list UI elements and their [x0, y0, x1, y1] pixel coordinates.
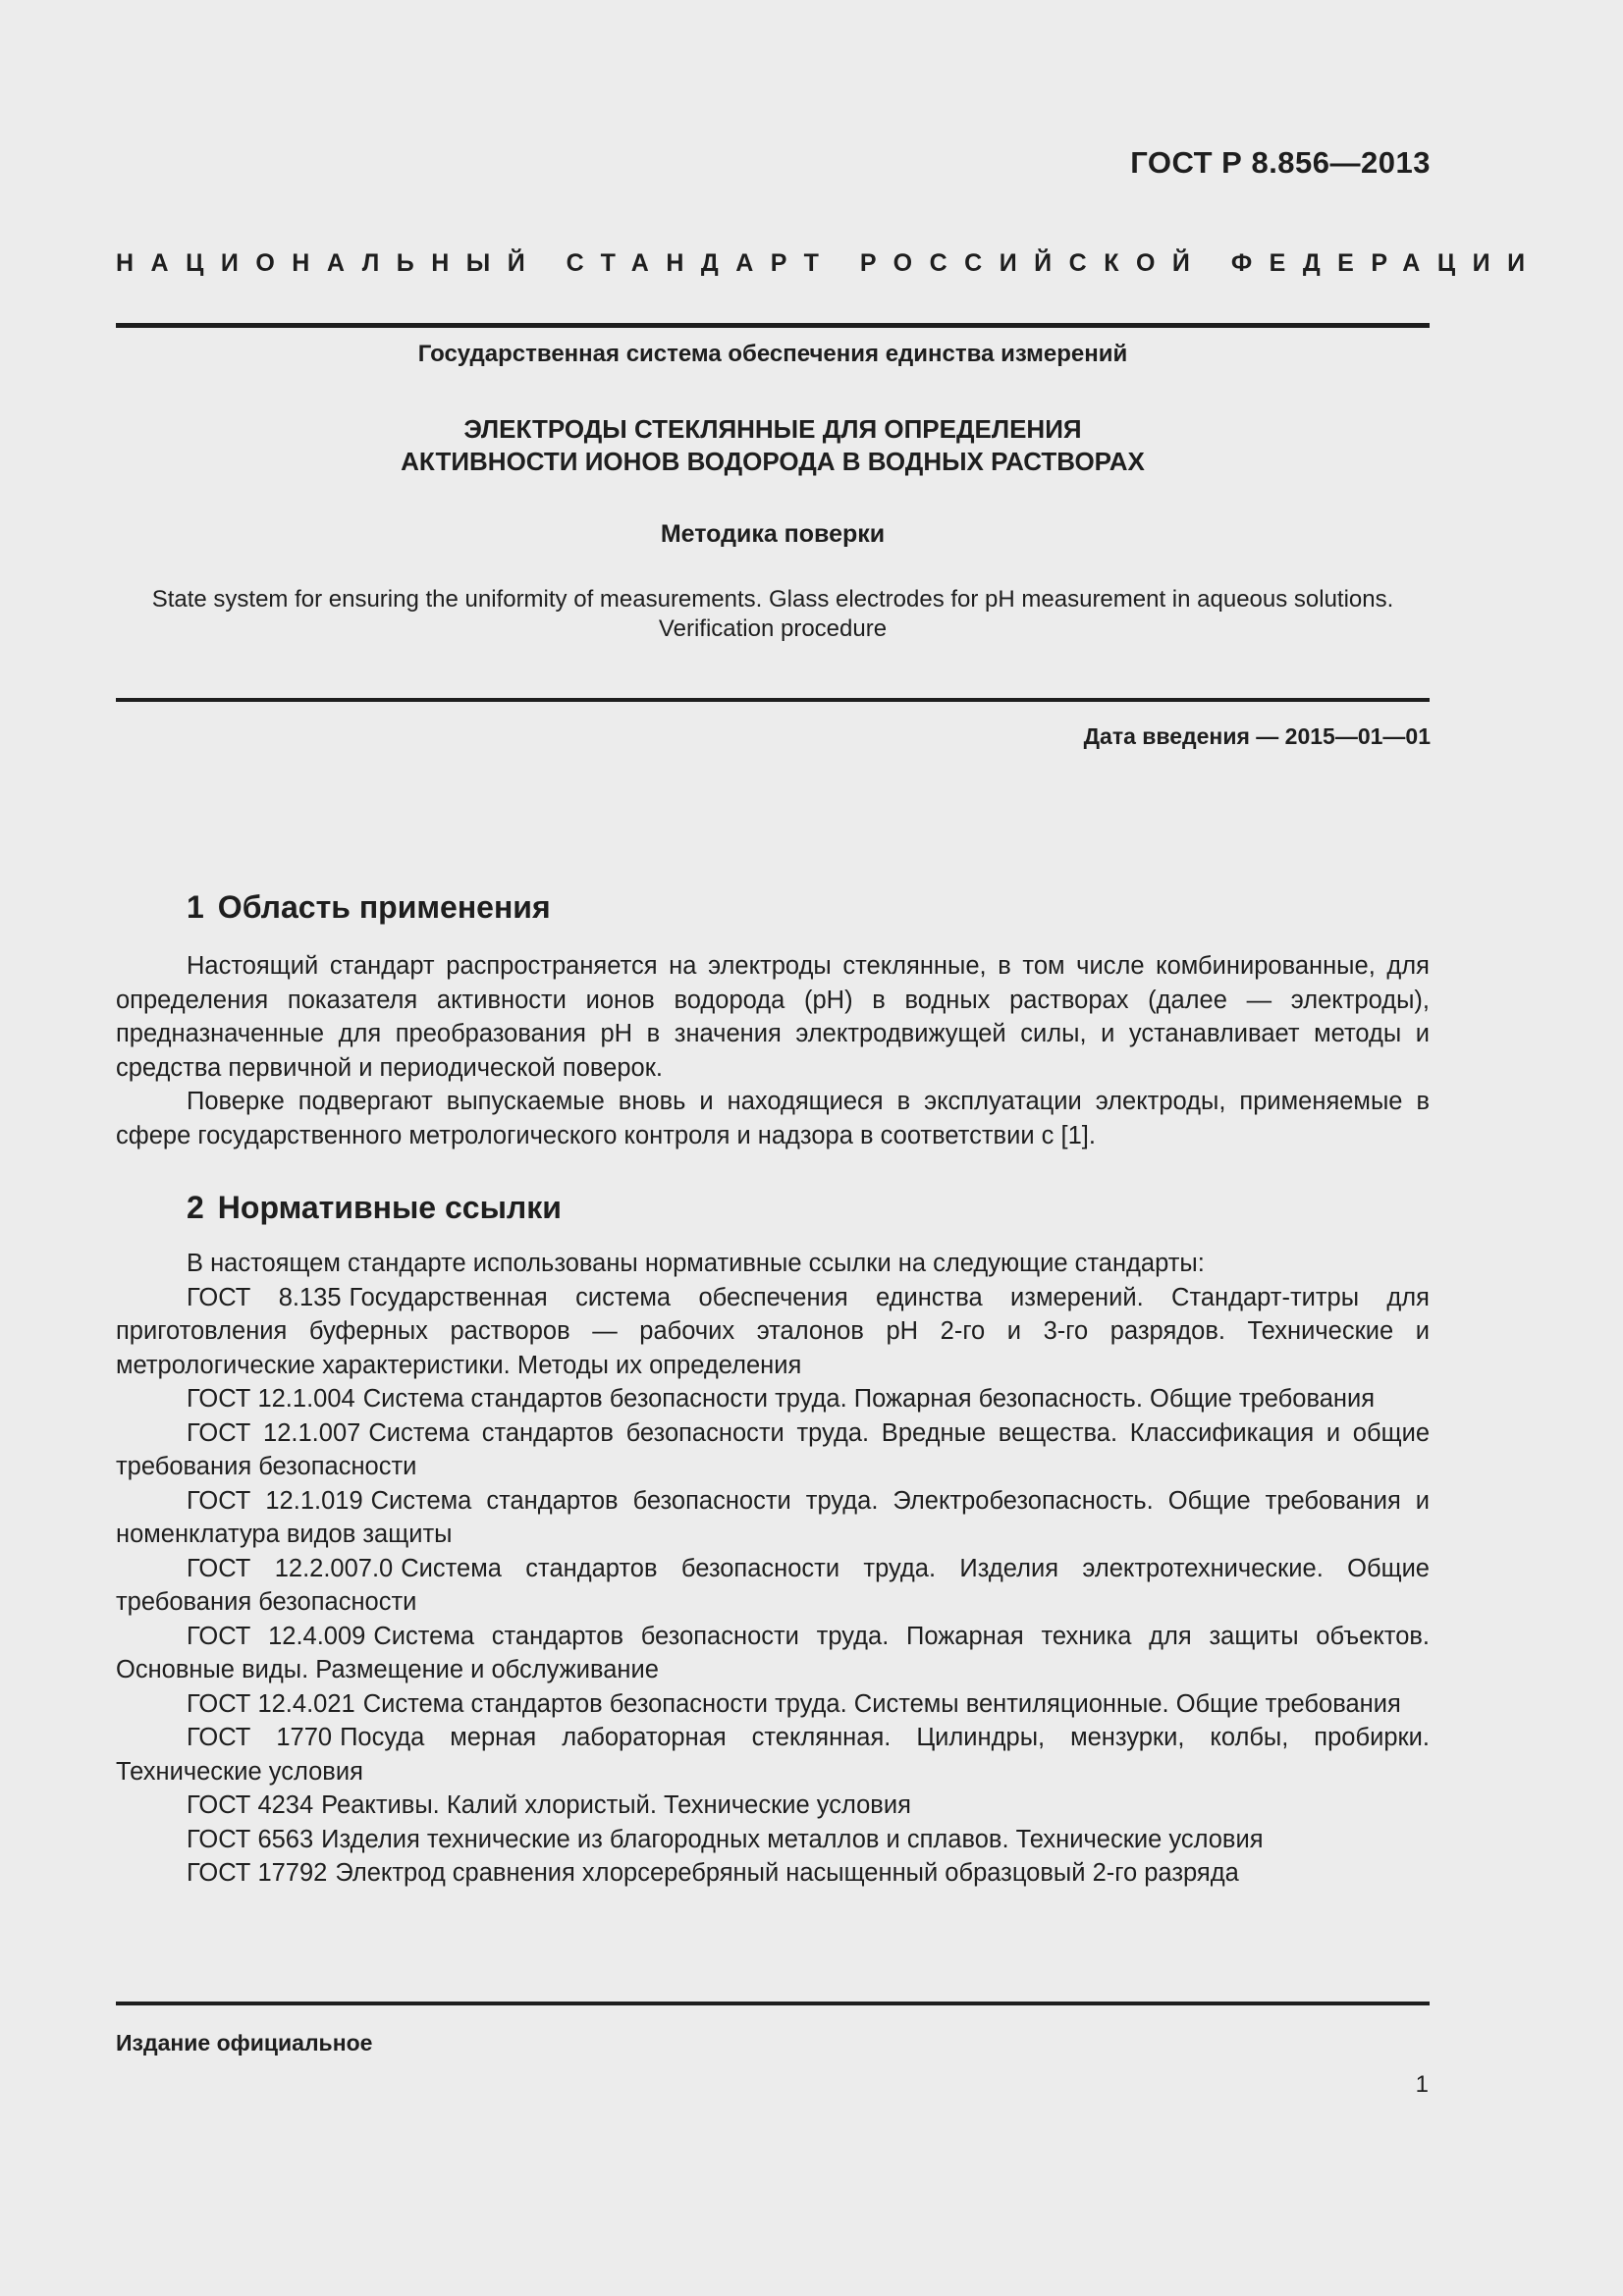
section-1-paragraph: Настоящий стандарт распространяется на электроды стеклянные, в том числе комбинированные, для определения показателя активности ионов водорода (pH) в водных растворах (далее — электроды), предназначенные для преобразования pH в значения электродвижущей силы, и устанавливает методы и средства первичной и периодической поверок. — [116, 952, 1430, 1082]
reference-code: ГОСТ 12.1.004 — [187, 1385, 355, 1413]
reference-item — [116, 1856, 1430, 1891]
page-number: 1 — [1415, 2071, 1429, 2098]
reference-item — [116, 1552, 1430, 1620]
document-subtitle: Методика поверки — [660, 520, 886, 548]
reference-title: Реактивы. Калий хлористый. Технические условия — [321, 1791, 911, 1819]
reference-code: ГОСТ 17792 — [187, 1859, 328, 1887]
reference-item — [116, 1382, 1430, 1416]
reference-code: ГОСТ 6563 — [187, 1825, 314, 1853]
title-bottom-rule — [116, 698, 1430, 702]
english-title-line-1: State system for ensuring the uniformity of measurements. Glass electrodes for pH measurement in aqueous solutions. — [151, 586, 1394, 613]
system-title: Государственная система обеспечения единства измерений — [417, 341, 1128, 367]
reference-code: ГОСТ 8.135 — [187, 1283, 342, 1311]
reference-item — [116, 1281, 1430, 1383]
reference-item — [116, 1620, 1430, 1687]
introduction-date: Дата введения — 2015—01—01 — [1083, 723, 1431, 749]
section-2-intro: В настоящем стандарте использованы нормативные ссылки на следующие стандарты: — [187, 1250, 1205, 1277]
standard-designation: ГОСТ Р 8.856—2013 — [1130, 145, 1431, 180]
reference-code: ГОСТ 12.4.009 — [187, 1622, 366, 1650]
section-1-paragraph: Поверке подвергают выпускаемые вновь и находящиеся в эксплуатации электроды, применяемые в сфере государственного метрологического контроля и надзора в соответствии с [1]. — [116, 1088, 1430, 1149]
reference-item — [116, 1789, 1430, 1823]
reference-item — [116, 1721, 1430, 1789]
reference-title: Изделия технические из благородных металлов и сплавов. Технические условия — [321, 1825, 1264, 1853]
reference-code: ГОСТ 12.4.021 — [187, 1689, 355, 1718]
section-1-body — [116, 949, 1430, 1152]
reference-title: Система стандартов безопасности труда. Электробезопасность. Общие требования и номенклатура видов защиты — [116, 1486, 1431, 1548]
reference-item — [116, 1687, 1430, 1722]
reference-title: Государственная система обеспечения единства измерений. Стандарт-титры для приготовления буферных растворов — рабочих эталонов pH 2-го и 3-го разрядов. Технические и метрологические характеристики. Методы их определения — [116, 1283, 1430, 1379]
reference-title: Система стандартов безопасности труда. Пожарная безопасность. Общие требования — [362, 1385, 1376, 1413]
reference-title: Электрод сравнения хлорсеребряный насыщенный образцовый 2-го разряда — [335, 1859, 1239, 1887]
document-title-line-1: ЭЛЕКТРОДЫ СТЕКЛЯННЫЕ ДЛЯ ОПРЕДЕЛЕНИЯ — [463, 414, 1082, 444]
reference-title: Посуда мерная лабораторная стеклянная. Цилиндры, мензурки, колбы, пробирки. Технические условия — [116, 1724, 1430, 1786]
top-rule — [116, 323, 1430, 328]
reference-item — [116, 1416, 1430, 1484]
section-1-title: Область применения — [217, 889, 551, 925]
section-2-title: Нормативные ссылки — [217, 1190, 562, 1225]
reference-title: Система стандартов безопасности труда. Вредные вещества. Классификация и общие требования безопасности — [116, 1418, 1430, 1480]
english-title-line-2: Verification procedure — [658, 615, 888, 642]
section-2-heading — [187, 1190, 562, 1226]
reference-item — [116, 1823, 1430, 1857]
reference-code: ГОСТ 4234 — [187, 1791, 314, 1819]
section-2-number: 2 — [187, 1190, 204, 1225]
reference-title: Система стандартов безопасности труда. Пожарная техника для защиты объектов. Основные виды. Размещение и обслуживание — [116, 1622, 1431, 1683]
reference-title: Система стандартов безопасности труда. Изделия электротехнические. Общие требования безопасности — [116, 1554, 1430, 1616]
reference-title: Система стандартов безопасности труда. Системы вентиляционные. Общие требования — [362, 1689, 1401, 1718]
official-edition-label: Издание официальное — [116, 2030, 373, 2056]
reference-code: ГОСТ 12.2.007.0 — [187, 1554, 394, 1582]
section-1-heading — [187, 889, 551, 926]
section-2-body — [116, 1247, 1430, 1891]
footer-rule — [116, 2002, 1430, 2005]
reference-code: ГОСТ 1770 — [187, 1724, 333, 1751]
document-title-line-2: АКТИВНОСТИ ИОНОВ ВОДОРОДА В ВОДНЫХ РАСТВОРАХ — [401, 447, 1145, 476]
section-1-number: 1 — [187, 889, 204, 925]
reference-code: ГОСТ 12.1.019 — [187, 1486, 363, 1515]
reference-code: ГОСТ 12.1.007 — [187, 1418, 361, 1447]
reference-item — [116, 1484, 1430, 1552]
national-standard-heading: НАЦИОНАЛЬНЫЙ СТАНДАРТ РОССИЙСКОЙ ФЕДЕРАЦИИ — [116, 249, 1542, 277]
